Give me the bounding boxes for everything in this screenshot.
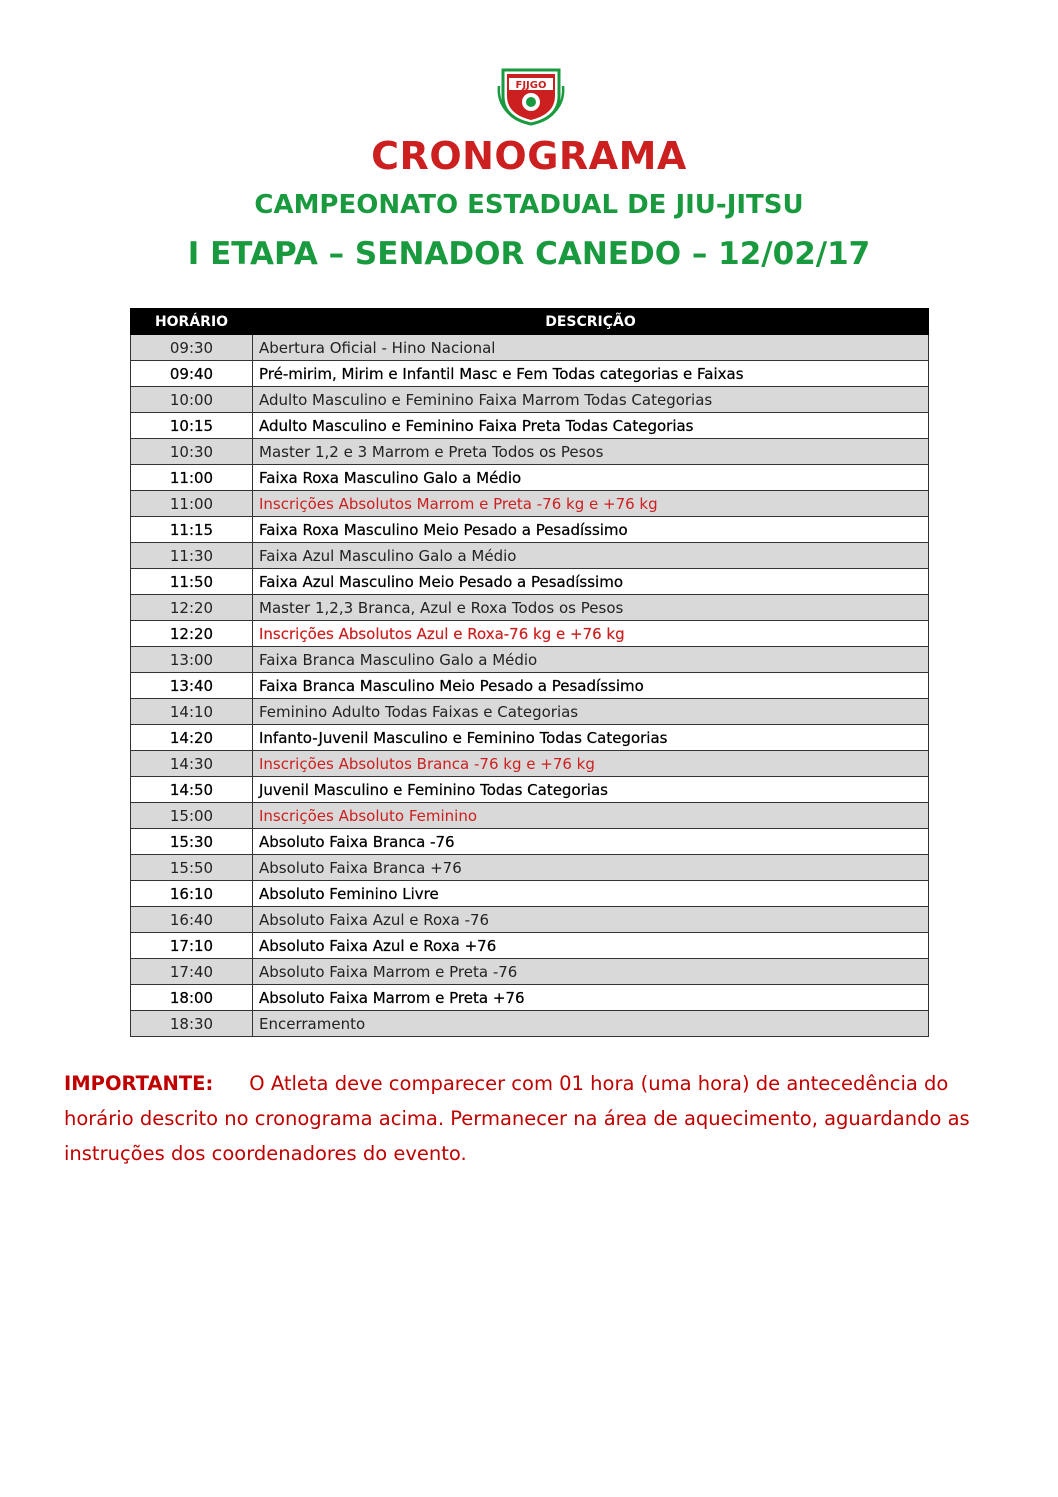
- stage-subtitle: I ETAPA – SENADOR CANEDO – 12/02/17: [187, 236, 871, 272]
- description-cell: Abertura Oficial - Hino Nacional: [253, 335, 929, 361]
- time-cell: 11:00: [131, 491, 253, 517]
- description-cell: Faixa Azul Masculino Meio Pesado a Pesadíssimo: [253, 569, 929, 595]
- logo-text: FJJGO: [515, 80, 547, 91]
- description-cell: Faixa Roxa Masculino Galo a Médio: [253, 465, 929, 491]
- time-cell: 14:10: [131, 699, 253, 725]
- description-cell: Infanto-Juvenil Masculino e Feminino Todas Categorias: [253, 725, 929, 751]
- time-cell: 17:10: [131, 933, 253, 959]
- table-row: [131, 361, 929, 387]
- time-cell: 10:15: [131, 413, 253, 439]
- time-cell: 11:30: [131, 543, 253, 569]
- important-label: IMPORTANTE:: [64, 1072, 214, 1095]
- time-cell: 16:10: [131, 881, 253, 907]
- table-row: [131, 335, 929, 361]
- table-row: [131, 985, 929, 1011]
- description-cell: Inscrições Absolutos Marrom e Preta -76 kg e +76 kg: [253, 491, 929, 517]
- table-row: [131, 569, 929, 595]
- description-cell: Absoluto Faixa Azul e Roxa -76: [253, 907, 929, 933]
- description-cell: Feminino Adulto Todas Faixas e Categorias: [253, 699, 929, 725]
- time-cell: 13:40: [131, 673, 253, 699]
- time-cell: 18:30: [131, 1011, 253, 1037]
- schedule-table: [130, 308, 929, 1037]
- table-row: [131, 387, 929, 413]
- table-row: [131, 933, 929, 959]
- time-cell: 14:50: [131, 777, 253, 803]
- championship-subtitle: CAMPEONATO ESTADUAL DE JIU-JITSU: [254, 190, 804, 220]
- description-cell: Faixa Azul Masculino Galo a Médio: [253, 543, 929, 569]
- time-cell: 12:20: [131, 595, 253, 621]
- table-row: [131, 777, 929, 803]
- description-cell: Adulto Masculino e Feminino Faixa Marrom Todas Categorias: [253, 387, 929, 413]
- table-row: [131, 725, 929, 751]
- time-cell: 09:40: [131, 361, 253, 387]
- table-row: [131, 829, 929, 855]
- federation-logo: [497, 66, 565, 126]
- important-note: [64, 1066, 994, 1171]
- important-text: O Atleta deve comparecer com 01 hora (uma hora) de antecedência do horário descrito no cronograma acima. Permanecer na área de aquecimento, aguardando as instruções dos coordenadores do evento.: [64, 1072, 970, 1165]
- description-cell: Inscrições Absoluto Feminino: [253, 803, 929, 829]
- description-cell: Pré-mirim, Mirim e Infantil Masc e Fem Todas categorias e Faixas: [253, 361, 929, 387]
- time-cell: 10:30: [131, 439, 253, 465]
- description-cell: Absoluto Faixa Branca +76: [253, 855, 929, 881]
- time-cell: 15:50: [131, 855, 253, 881]
- table-row: [131, 803, 929, 829]
- table-row: [131, 907, 929, 933]
- description-cell: Master 1,2 e 3 Marrom e Preta Todos os Pesos: [253, 439, 929, 465]
- description-cell: Absoluto Faixa Azul e Roxa +76: [253, 933, 929, 959]
- time-cell: 14:30: [131, 751, 253, 777]
- table-row: [131, 673, 929, 699]
- time-cell: 11:00: [131, 465, 253, 491]
- table-row: [131, 621, 929, 647]
- description-cell: Absoluto Faixa Branca -76: [253, 829, 929, 855]
- time-cell: 15:30: [131, 829, 253, 855]
- time-cell: 13:00: [131, 647, 253, 673]
- description-cell: Juvenil Masculino e Feminino Todas Categorias: [253, 777, 929, 803]
- page-title: CRONOGRAMA: [371, 134, 687, 178]
- table-row: [131, 491, 929, 517]
- table-row: [131, 855, 929, 881]
- table-row: [131, 543, 929, 569]
- table-header-row: [131, 309, 929, 335]
- time-cell: 15:00: [131, 803, 253, 829]
- table-row: [131, 647, 929, 673]
- description-cell: Absoluto Faixa Marrom e Preta -76: [253, 959, 929, 985]
- table-row: [131, 751, 929, 777]
- description-cell: Faixa Branca Masculino Meio Pesado a Pesadíssimo: [253, 673, 929, 699]
- column-header-time: HORÁRIO: [131, 309, 253, 335]
- description-cell: Adulto Masculino e Feminino Faixa Preta Todas Categorias: [253, 413, 929, 439]
- table-row: [131, 413, 929, 439]
- time-cell: 18:00: [131, 985, 253, 1011]
- table-row: [131, 1011, 929, 1037]
- time-cell: 11:15: [131, 517, 253, 543]
- description-cell: Master 1,2,3 Branca, Azul e Roxa Todos os Pesos: [253, 595, 929, 621]
- table-row: [131, 465, 929, 491]
- column-header-description: DESCRIÇÃO: [253, 309, 929, 335]
- time-cell: 16:40: [131, 907, 253, 933]
- time-cell: 12:20: [131, 621, 253, 647]
- description-cell: Absoluto Faixa Marrom e Preta +76: [253, 985, 929, 1011]
- description-cell: Inscrições Absolutos Azul e Roxa-76 kg e +76 kg: [253, 621, 929, 647]
- description-cell: Absoluto Feminino Livre: [253, 881, 929, 907]
- table-row: [131, 595, 929, 621]
- time-cell: 14:20: [131, 725, 253, 751]
- time-cell: 11:50: [131, 569, 253, 595]
- description-cell: Faixa Roxa Masculino Meio Pesado a Pesadíssimo: [253, 517, 929, 543]
- table-row: [131, 439, 929, 465]
- description-cell: Inscrições Absolutos Branca -76 kg e +76 kg: [253, 751, 929, 777]
- table-row: [131, 881, 929, 907]
- description-cell: Encerramento: [253, 1011, 929, 1037]
- table-row: [131, 959, 929, 985]
- description-cell: Faixa Branca Masculino Galo a Médio: [253, 647, 929, 673]
- table-row: [131, 517, 929, 543]
- table-row: [131, 699, 929, 725]
- time-cell: 17:40: [131, 959, 253, 985]
- time-cell: 09:30: [131, 335, 253, 361]
- time-cell: 10:00: [131, 387, 253, 413]
